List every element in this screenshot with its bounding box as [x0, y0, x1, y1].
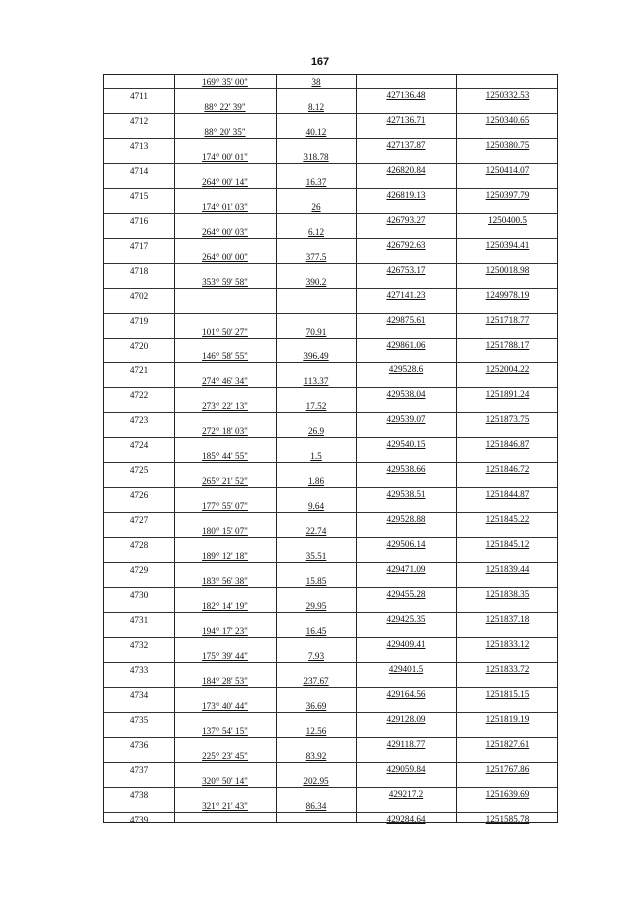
table-row [104, 349, 557, 374]
northing-cell: 426820.84 [386, 164, 426, 175]
easting-cell: 1252004.22 [485, 364, 530, 375]
easting-cell: 1251827.61 [485, 738, 530, 749]
table-row [104, 624, 557, 649]
distance-cell: 17.52 [305, 401, 327, 412]
bearing-cell: 264° 00' 14" [202, 176, 248, 187]
bearing-cell: 264° 00' 03" [202, 226, 248, 237]
northing-cell: 429409.41 [386, 638, 426, 649]
row-rule [104, 188, 557, 189]
distance-cell: 318.78 [303, 151, 329, 162]
bearing-cell: 189° 12' 18" [202, 551, 248, 562]
table-row [104, 275, 557, 300]
table-row [104, 325, 557, 350]
row-rule [104, 462, 557, 463]
table-row [104, 499, 557, 524]
easting-cell: 1251837.18 [485, 613, 530, 624]
table-row [104, 799, 557, 824]
distance-cell: 8.12 [307, 101, 325, 112]
northing-cell: 429471.09 [386, 564, 426, 575]
northing-cell: 429059.84 [386, 763, 426, 774]
easting-cell: 1250394.41 [485, 239, 530, 250]
easting-cell: 1251639.69 [485, 788, 530, 799]
point-id-cell: 4719 [129, 315, 149, 326]
table-row [104, 175, 557, 200]
table-row [104, 674, 557, 699]
bearing-cell: 194° 17' 23" [202, 625, 248, 636]
easting-cell: 1251839.44 [485, 564, 530, 575]
bearing-cell: 225° 23' 45" [202, 750, 248, 761]
row-rule [104, 737, 557, 738]
northing-cell: 429538.66 [386, 464, 426, 475]
northing-cell: 429401.5 [388, 663, 424, 674]
northing-cell: 429128.09 [386, 713, 426, 724]
northing-cell: 429539.07 [386, 414, 426, 425]
row-rule [104, 238, 557, 239]
distance-cell: 12.56 [305, 725, 327, 736]
bearing-cell: 184° 28' 53" [202, 675, 248, 686]
table-row [104, 649, 557, 674]
row-rule [104, 437, 557, 438]
point-id-cell: 4720 [129, 340, 149, 351]
distance-cell: 113.37 [303, 376, 329, 387]
table-row [104, 449, 557, 474]
northing-cell: 429217.2 [388, 788, 424, 799]
row-rule [104, 412, 557, 413]
easting-cell: 1249978.19 [485, 289, 530, 300]
point-id-cell: 4715 [129, 190, 149, 201]
row-rule [104, 88, 557, 89]
distance-cell: 83.92 [305, 750, 327, 761]
northing-cell: 427136.71 [386, 114, 426, 125]
distance-cell: 40.12 [305, 126, 327, 137]
distance-cell: 6.12 [307, 226, 325, 237]
easting-cell: 1251891.24 [485, 389, 530, 400]
bearing-cell: 180° 15' 07" [202, 526, 248, 537]
table-row [104, 574, 557, 599]
distance-cell: 70.91 [305, 326, 327, 337]
point-id-cell: 4733 [129, 664, 149, 675]
point-id-cell: 4713 [129, 140, 149, 151]
point-id-cell: 4734 [129, 689, 149, 700]
point-id-cell: 4729 [129, 565, 149, 576]
row-rule [104, 213, 557, 214]
table-row [104, 599, 557, 624]
northing-cell: 429506.14 [386, 539, 426, 550]
distance-cell: 36.69 [305, 700, 327, 711]
easting-cell: 1250380.75 [485, 139, 530, 150]
easting-cell: 1251819.19 [485, 713, 530, 724]
northing-cell: 426819.13 [386, 189, 426, 200]
bearing-cell: 101° 50' 27" [202, 326, 248, 337]
bearing-cell: 321° 21' 43" [202, 800, 248, 811]
bearing-cell: 137° 54' 15" [202, 725, 248, 736]
distance-cell: 35.51 [305, 551, 327, 562]
bearing-cell: 185° 44' 55" [202, 451, 248, 462]
northing-cell: 429528.6 [388, 364, 424, 375]
distance-cell: 1.5 [310, 451, 322, 462]
row-rule [104, 812, 557, 813]
distance-cell: 7.93 [307, 650, 325, 661]
row-rule [104, 687, 557, 688]
distance-cell: 9.64 [307, 501, 325, 512]
distance-cell: 16.45 [305, 625, 327, 636]
easting-cell: 1251767.86 [485, 763, 530, 774]
bearing-cell: 274° 46' 34" [202, 376, 248, 387]
table-row [104, 150, 557, 175]
table-row [104, 424, 557, 449]
point-id-cell: 4737 [129, 764, 149, 775]
bearing-cell: 173° 40' 44" [202, 700, 248, 711]
table-row [104, 774, 557, 799]
row-rule [104, 288, 557, 289]
point-id-cell: 4723 [129, 415, 149, 426]
table-row [104, 225, 557, 250]
northing-cell: 429540.15 [386, 439, 426, 450]
table-row [104, 749, 557, 774]
easting-cell: 1251846.87 [485, 439, 530, 450]
point-id-cell: 4736 [129, 739, 149, 750]
distance-cell: 29.95 [305, 600, 327, 611]
row-rule [104, 512, 557, 513]
row-rule [104, 762, 557, 763]
northing-cell: 429538.04 [386, 389, 426, 400]
bearing-cell: 265° 21' 52" [202, 476, 248, 487]
point-id-cell: 4711 [129, 91, 149, 101]
easting-cell: 1251585.78 [485, 813, 530, 824]
table-row [104, 549, 557, 574]
bearing-cell: 146° 58' 55" [202, 351, 248, 362]
row-rule [104, 637, 557, 638]
distance-cell: 202.95 [303, 775, 329, 786]
northing-cell: 426753.17 [386, 264, 426, 275]
bearing-cell: 272° 18' 03" [202, 426, 248, 437]
table-row [104, 250, 557, 275]
table-row [104, 200, 557, 225]
table-row [104, 75, 557, 100]
row-rule [104, 537, 557, 538]
easting-cell: 1251838.35 [485, 589, 530, 599]
northing-cell: 429425.35 [386, 613, 426, 624]
bearing-cell: 264° 00' 00" [202, 251, 248, 262]
point-id-cell: 4728 [129, 540, 149, 551]
northing-cell: 429528.88 [386, 514, 426, 525]
point-id-cell: 4714 [129, 165, 149, 176]
row-rule [104, 712, 557, 713]
row-rule [104, 263, 557, 264]
point-id-cell: 4739 [129, 814, 149, 825]
northing-cell: 427137.87 [386, 139, 426, 150]
easting-cell: 1251718.77 [485, 314, 530, 325]
point-id-cell: 4718 [129, 265, 149, 276]
row-rule [104, 787, 557, 788]
distance-cell: 377.5 [305, 251, 327, 262]
northing-cell: 429455.28 [386, 589, 426, 599]
table-row [104, 724, 557, 749]
distance-cell: 26 [311, 201, 321, 212]
point-id-cell: 4724 [129, 440, 149, 451]
easting-cell: 1251873.75 [485, 414, 530, 425]
bearing-cell: 88° 20' 35" [204, 126, 246, 137]
easting-cell: 1251845.12 [485, 539, 530, 550]
row-rule [104, 387, 557, 388]
northing-cell: 426792.63 [386, 239, 426, 250]
row-rule [104, 113, 557, 114]
distance-cell: 16.37 [305, 176, 327, 187]
bearing-cell: 174° 01' 03" [202, 201, 248, 212]
northing-cell: 429875.61 [386, 314, 426, 325]
northing-cell: 429861.06 [386, 339, 426, 350]
bearing-cell: 353° 59' 58" [202, 276, 248, 287]
bearing-cell: 88° 22' 39" [204, 101, 246, 112]
distance-cell: 396.49 [303, 351, 329, 362]
distance-cell: 38 [311, 77, 321, 87]
easting-cell: 1251844.87 [485, 489, 530, 500]
easting-cell: 1251815.15 [485, 688, 530, 699]
row-rule [104, 313, 557, 314]
row-rule [104, 587, 557, 588]
northing-cell: 429284.64 [386, 813, 426, 824]
distance-cell: 1.86 [307, 476, 325, 487]
northing-cell: 427141.23 [386, 289, 426, 300]
bearing-cell: 183° 56' 38" [202, 576, 248, 586]
distance-cell: 237.67 [303, 675, 329, 686]
table-row [104, 300, 557, 325]
bearing-cell: 273° 22' 13" [202, 401, 248, 412]
table-row [104, 524, 557, 549]
page-number: 167 [310, 56, 330, 68]
easting-cell: 1251845.22 [485, 514, 530, 525]
distance-cell: 86.34 [305, 800, 327, 811]
row-rule [104, 612, 557, 613]
bearing-cell: 174° 00' 01" [202, 151, 248, 162]
table-row [104, 374, 557, 399]
row-rule [104, 562, 557, 563]
point-id-cell: 4717 [129, 240, 149, 251]
point-id-cell: 4727 [129, 515, 149, 526]
bearing-cell: 175° 39' 44" [202, 650, 248, 661]
easting-cell: 1251846.72 [485, 464, 530, 475]
table-row [104, 125, 557, 150]
table-row [104, 100, 557, 125]
row-rule [104, 163, 557, 164]
bearing-cell: 320° 50' 14" [202, 775, 248, 786]
bearing-cell: 182° 14' 19" [202, 600, 248, 611]
easting-cell: 1250414.07 [485, 164, 530, 175]
easting-cell: 1250397.79 [485, 189, 530, 200]
distance-cell: 22.74 [305, 526, 327, 537]
easting-cell: 1251833.12 [485, 638, 530, 649]
point-id-cell: 4732 [129, 639, 149, 650]
table-row [104, 699, 557, 724]
row-rule [104, 487, 557, 488]
table-row [104, 474, 557, 499]
distance-cell: 15.85 [305, 576, 327, 586]
point-id-cell: 4731 [129, 614, 149, 625]
easting-cell: 1251788.17 [485, 339, 530, 350]
distance-cell: 26.9 [307, 426, 325, 437]
bearing-cell: 177° 55' 07" [202, 501, 248, 512]
distance-cell: 390.2 [305, 276, 327, 287]
row-rule [104, 662, 557, 663]
easting-cell: 1250332.53 [485, 90, 530, 100]
northing-cell: 426793.27 [386, 214, 426, 225]
row-rule [104, 362, 557, 363]
bearing-cell: 169° 35' 00" [202, 77, 248, 87]
row-rule [104, 338, 557, 339]
point-id-cell: 4721 [129, 365, 149, 376]
northing-cell: 429164.56 [386, 688, 426, 699]
point-id-cell: 4716 [129, 215, 149, 226]
point-id-cell: 4735 [129, 714, 149, 725]
point-id-cell: 4725 [129, 465, 149, 476]
easting-cell: 1250018.98 [485, 264, 530, 275]
point-id-cell: 4726 [129, 490, 149, 501]
point-id-cell: 4722 [129, 390, 149, 401]
easting-cell: 1250400.5 [487, 214, 528, 225]
point-id-cell: 4712 [129, 115, 149, 126]
point-id-cell: 4730 [129, 590, 149, 600]
row-rule [104, 138, 557, 139]
table-row [104, 399, 557, 424]
coordinate-table [103, 74, 558, 823]
northing-cell: 427136.48 [386, 90, 426, 100]
easting-cell: 1251833.72 [485, 663, 530, 674]
northing-cell: 429118.77 [386, 738, 426, 749]
easting-cell: 1250340.65 [485, 114, 530, 125]
northing-cell: 429538.51 [386, 489, 426, 500]
point-id-cell: 4738 [129, 789, 149, 800]
point-id-cell: 4702 [129, 290, 149, 301]
